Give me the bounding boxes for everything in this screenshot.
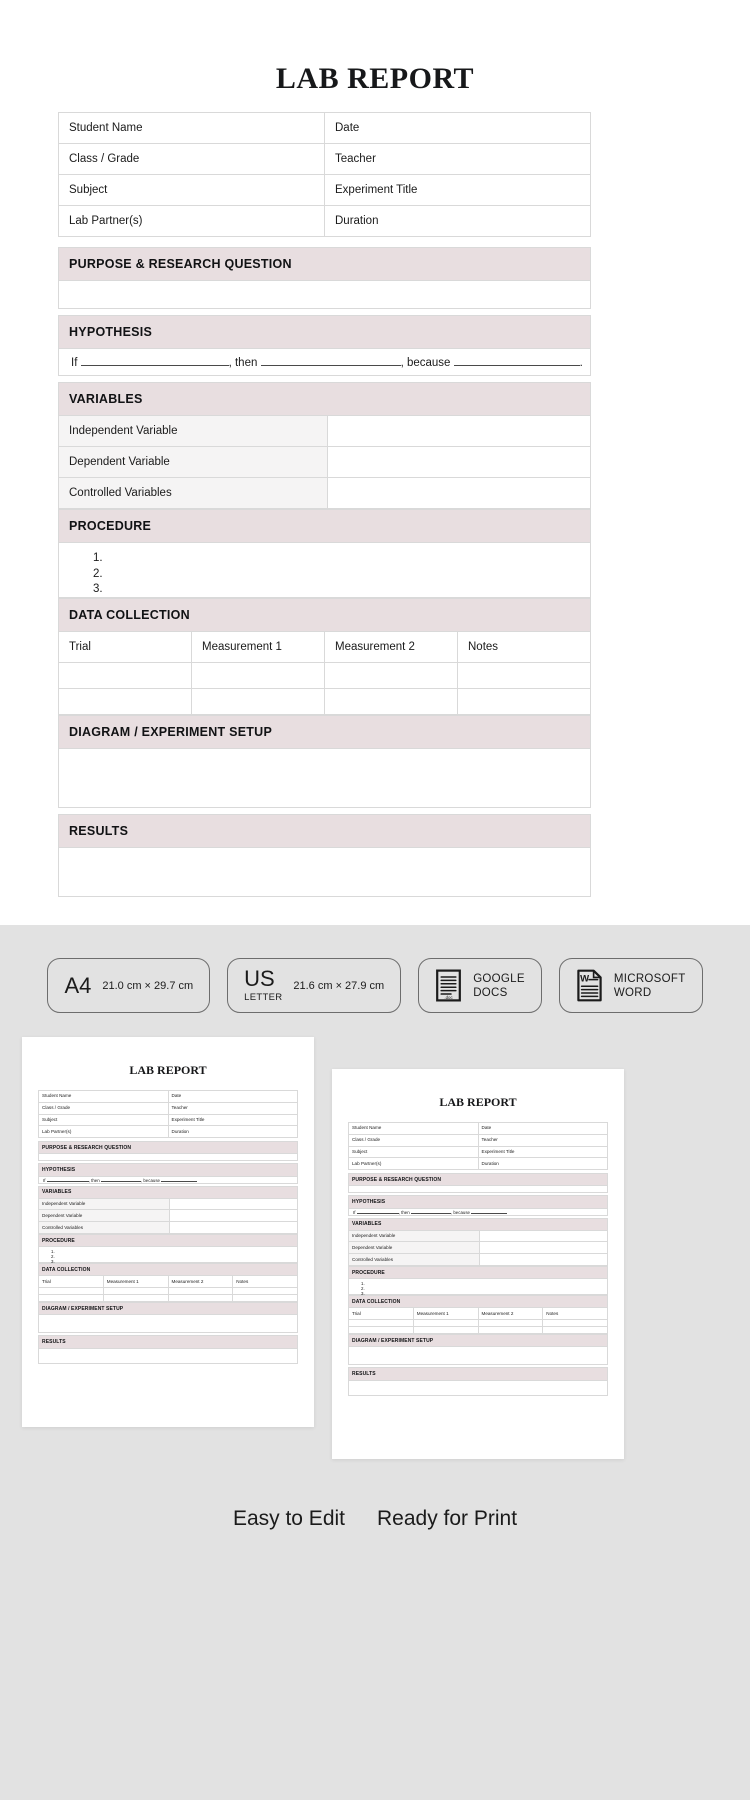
procedure-item-3: 3.: [93, 583, 103, 595]
data-cell: [39, 1295, 104, 1302]
data-collection-header: [59, 632, 591, 663]
section-heading-purpose: PURPOSE & RESEARCH QUESTION: [348, 1173, 608, 1185]
info-label-teacher: Teacher: [478, 1134, 608, 1146]
thumbnail-b-info-table: [348, 1122, 608, 1170]
info-label-student-name: Student Name: [349, 1123, 479, 1135]
procedure-answer-area: [38, 1246, 298, 1263]
thumbnail-a-sheet: [38, 1090, 298, 1364]
procedure-item-1: 1.: [93, 552, 103, 564]
column-header-notes: Notes: [233, 1276, 298, 1288]
column-header-notes: Notes: [458, 632, 591, 663]
thumbnail-previews: [0, 1037, 750, 1467]
data-cell: [458, 689, 591, 715]
section-heading-diagram: DIAGRAM / EXPERIMENT SETUP: [38, 1302, 298, 1314]
info-label-class-grade: Class / Grade: [59, 144, 325, 175]
data-cell: [543, 1320, 608, 1327]
results-answer-area: [38, 1348, 298, 1364]
hypothesis-blank-1: [81, 355, 229, 366]
data-cell: [168, 1295, 233, 1302]
hypothesis-end: .: [579, 357, 583, 369]
section-heading-variables: VARIABLES: [348, 1218, 608, 1230]
info-label-teacher: Teacher: [168, 1102, 298, 1114]
data-collection-body: [59, 663, 591, 715]
table-row: [39, 1288, 298, 1295]
table-row: [59, 689, 591, 715]
procedure-item-3: 3.: [361, 1291, 365, 1297]
column-header-trial: Trial: [349, 1308, 414, 1320]
thumbnail-b-title: LAB REPORT: [439, 1095, 517, 1109]
badge-google-docs-text: [473, 972, 525, 1000]
student-info-body: [59, 113, 591, 237]
section-heading-results: RESULTS: [348, 1367, 608, 1379]
badge-us-letter-size: [244, 968, 282, 1003]
thumbnail-a-info-table: [38, 1090, 298, 1138]
variables-value-independent: [479, 1230, 607, 1242]
hypothesis-answer-area: [38, 1176, 298, 1184]
data-cell: [413, 1327, 478, 1334]
thumbnail-preview-a4[interactable]: [22, 1037, 314, 1427]
column-header-measurement-2: Measurement 2: [168, 1276, 233, 1288]
format-badges: [0, 925, 750, 1013]
procedure-item-3: 3.: [51, 1259, 55, 1265]
info-label-date: Date: [478, 1123, 608, 1135]
column-header-measurement-1: Measurement 1: [413, 1308, 478, 1320]
badge-a4-dimensions: 21.0 cm × 29.7 cm: [102, 979, 194, 992]
microsoft-word-icon: [576, 969, 603, 1002]
info-label-subject: Subject: [39, 1114, 169, 1126]
hypothesis-mid: , then: [228, 357, 258, 369]
variables-table: [58, 415, 591, 509]
column-header-measurement-1: Measurement 1: [103, 1276, 168, 1288]
hypothesis-answer-area: [58, 348, 591, 376]
table-row: [39, 1198, 298, 1210]
section-heading-purpose: PURPOSE & RESEARCH QUESTION: [38, 1141, 298, 1153]
diagram-answer-area: [38, 1314, 298, 1333]
info-label-lab-partners: Lab Partner(s): [59, 206, 325, 237]
section-heading-purpose: PURPOSE & RESEARCH QUESTION: [58, 247, 591, 280]
results-answer-area: [58, 847, 591, 897]
info-label-teacher: Teacher: [325, 144, 591, 175]
hypothesis-mid: , then: [88, 1178, 100, 1184]
table-row: [59, 663, 591, 689]
template-showcase: [0, 925, 750, 1800]
thumbnail-b-data-table: [348, 1307, 608, 1334]
table-row: [349, 1254, 608, 1266]
data-cell: [233, 1288, 298, 1295]
info-label-student-name: Student Name: [39, 1091, 169, 1103]
info-label-subject: Subject: [59, 175, 325, 206]
procedure-item-1: 1.: [51, 1249, 55, 1255]
hypothesis-blank-3: [471, 1210, 507, 1214]
data-cell: [325, 689, 458, 715]
hypothesis-suffix: , because: [140, 1178, 160, 1184]
section-heading-results: RESULTS: [58, 814, 591, 847]
section-heading-variables: VARIABLES: [58, 382, 591, 415]
data-cell: [168, 1288, 233, 1295]
info-label-class-grade: Class / Grade: [349, 1134, 479, 1146]
badge-microsoft-word-line1: MICROSOFT: [613, 972, 686, 985]
hypothesis-suffix: , because: [400, 357, 451, 369]
svg-text:.doc: .doc: [444, 995, 453, 1001]
badge-us-letter-dimensions: 21.6 cm × 27.9 cm: [293, 979, 385, 992]
table-row: [349, 1230, 608, 1242]
table-row: [59, 206, 591, 237]
results-answer-area: [348, 1380, 608, 1396]
table-row: [349, 1242, 608, 1254]
footer-ready-for-print: Ready for Print: [377, 1507, 518, 1530]
table-row: [39, 1276, 298, 1288]
section-heading-procedure: PROCEDURE: [38, 1234, 298, 1246]
data-cell: [349, 1327, 414, 1334]
info-label-lab-partners: Lab Partner(s): [39, 1126, 169, 1138]
table-row: [39, 1126, 298, 1138]
page-title: LAB REPORT: [275, 62, 475, 95]
procedure-item-2: 2.: [361, 1286, 365, 1292]
info-label-lab-partners: Lab Partner(s): [349, 1158, 479, 1170]
badge-google-docs-line1: GOOGLE: [473, 972, 525, 985]
variables-label-controlled: Controlled Variables: [349, 1254, 480, 1266]
badge-us-letter-label: US: [244, 966, 275, 991]
badge-a4[interactable]: [47, 958, 210, 1013]
procedure-item-2: 2.: [51, 1254, 55, 1260]
section-heading-diagram: DIAGRAM / EXPERIMENT SETUP: [348, 1334, 608, 1346]
variables-label-independent: Independent Variable: [349, 1230, 480, 1242]
hypothesis-blank-1: [47, 1178, 89, 1182]
info-label-experiment-title: Experiment Title: [168, 1114, 298, 1126]
info-label-duration: Duration: [325, 206, 591, 237]
badge-microsoft-word[interactable]: [559, 958, 703, 1013]
data-cell: [478, 1320, 543, 1327]
badge-us-letter[interactable]: [227, 958, 401, 1013]
hypothesis-mid: , then: [398, 1210, 410, 1216]
data-cell: [192, 663, 325, 689]
hypothesis-suffix: , because: [450, 1210, 470, 1216]
data-cell: [233, 1295, 298, 1302]
data-cell: [413, 1320, 478, 1327]
table-row: [349, 1123, 608, 1135]
column-header-measurement-1: Measurement 1: [192, 632, 325, 663]
table-row: [59, 478, 591, 509]
hypothesis-blank-2: [101, 1178, 141, 1182]
procedure-item-2: 2.: [93, 567, 103, 580]
table-row: [59, 416, 591, 447]
section-heading-hypothesis: HYPOTHESIS: [348, 1195, 608, 1207]
variables-label-independent: Independent Variable: [39, 1198, 170, 1210]
data-cell: [458, 663, 591, 689]
thumbnail-a-title: LAB REPORT: [129, 1063, 207, 1077]
data-cell: [103, 1295, 168, 1302]
table-row: [349, 1146, 608, 1158]
section-heading-procedure: PROCEDURE: [348, 1266, 608, 1278]
showcase-footer: [0, 1467, 750, 1531]
student-info-table: [58, 112, 591, 237]
table-row: [59, 447, 591, 478]
thumbnail-b-sheet: [348, 1122, 608, 1396]
badge-a4-label: A4: [64, 972, 92, 998]
variables-value-independent: [327, 416, 590, 447]
google-docs-icon: [435, 969, 462, 1002]
section-heading-results: RESULTS: [38, 1335, 298, 1347]
variables-value-dependent: [327, 447, 590, 478]
variables-label-independent: Independent Variable: [59, 416, 328, 447]
hypothesis-blank-1: [357, 1210, 399, 1214]
data-cell: [59, 689, 192, 715]
table-row: [39, 1210, 298, 1222]
badge-google-docs-line2: DOCS: [473, 986, 508, 999]
table-row: [59, 144, 591, 175]
info-label-duration: Duration: [168, 1126, 298, 1138]
table-row: [349, 1320, 608, 1327]
diagram-answer-area: [58, 748, 591, 808]
procedure-answer-area: [348, 1278, 608, 1295]
section-heading-hypothesis: HYPOTHESIS: [38, 1163, 298, 1175]
table-row: [349, 1158, 608, 1170]
info-label-subject: Subject: [349, 1146, 479, 1158]
column-header-trial: Trial: [59, 632, 192, 663]
variables-value-dependent: [479, 1242, 607, 1254]
table-row: [39, 1114, 298, 1126]
table-row: [349, 1134, 608, 1146]
badge-us-letter-sublabel: LETTER: [244, 992, 283, 1003]
data-collection-table: [58, 631, 591, 715]
variables-label-dependent: Dependent Variable: [59, 447, 328, 478]
thumbnail-a-variables-table: [38, 1198, 298, 1234]
data-cell: [543, 1327, 608, 1334]
variables-value-controlled: [327, 478, 590, 509]
spacer: [58, 237, 591, 247]
data-cell: [192, 689, 325, 715]
footer-easy-to-edit: Easy to Edit: [232, 1507, 345, 1530]
hypothesis-prefix: If: [71, 357, 78, 369]
section-heading-data-collection: DATA COLLECTION: [348, 1295, 608, 1307]
purpose-answer-area: [348, 1185, 608, 1193]
info-label-student-name: Student Name: [59, 113, 325, 144]
hypothesis-prefix: If: [353, 1210, 356, 1216]
variables-label-controlled: Controlled Variables: [59, 478, 328, 509]
column-header-notes: Notes: [543, 1308, 608, 1320]
hypothesis-fill-in-line: [71, 355, 583, 371]
table-row: [59, 113, 591, 144]
column-header-trial: Trial: [39, 1276, 104, 1288]
table-row: [59, 175, 591, 206]
lab-report-sheet: [58, 112, 591, 897]
variables-value-independent: [169, 1198, 297, 1210]
data-cell: [59, 663, 192, 689]
badge-microsoft-word-line2: WORD: [613, 986, 652, 999]
variables-value-controlled: [169, 1222, 297, 1234]
variables-label-dependent: Dependent Variable: [39, 1210, 170, 1222]
table-row: [39, 1102, 298, 1114]
procedure-answer-area: [58, 542, 591, 598]
purpose-answer-area: [38, 1153, 298, 1161]
info-label-duration: Duration: [478, 1158, 608, 1170]
variables-label-dependent: Dependent Variable: [349, 1242, 480, 1254]
section-heading-hypothesis: HYPOTHESIS: [58, 315, 591, 348]
variables-body: [59, 416, 591, 509]
hypothesis-blank-2: [261, 355, 401, 366]
thumbnail-preview-us-letter[interactable]: [332, 1069, 624, 1459]
procedure-item-1: 1.: [361, 1281, 365, 1287]
diagram-answer-area: [348, 1346, 608, 1365]
hypothesis-blank-3: [161, 1178, 197, 1182]
variables-value-dependent: [169, 1210, 297, 1222]
hypothesis-prefix: If: [43, 1178, 46, 1184]
variables-value-controlled: [479, 1254, 607, 1266]
hypothesis-blank-2: [411, 1210, 451, 1214]
table-row: [349, 1327, 608, 1334]
column-header-measurement-2: Measurement 2: [325, 632, 458, 663]
badge-google-docs[interactable]: [418, 958, 542, 1013]
table-row: [39, 1222, 298, 1234]
svg-text:W: W: [579, 973, 589, 985]
table-row: [349, 1308, 608, 1320]
badge-microsoft-word-text: [614, 972, 686, 1000]
data-cell: [478, 1327, 543, 1334]
data-cell: [103, 1288, 168, 1295]
info-label-date: Date: [325, 113, 591, 144]
data-cell: [39, 1288, 104, 1295]
info-label-experiment-title: Experiment Title: [478, 1146, 608, 1158]
table-row: [39, 1295, 298, 1302]
section-heading-diagram: DIAGRAM / EXPERIMENT SETUP: [58, 715, 591, 748]
column-header-measurement-2: Measurement 2: [478, 1308, 543, 1320]
hypothesis-answer-area: [348, 1208, 608, 1216]
section-heading-procedure: PROCEDURE: [58, 509, 591, 542]
thumbnail-a-data-table: [38, 1275, 298, 1302]
section-heading-variables: VARIABLES: [38, 1186, 298, 1198]
section-heading-data-collection: DATA COLLECTION: [58, 598, 591, 631]
table-row: [39, 1091, 298, 1103]
info-label-class-grade: Class / Grade: [39, 1102, 169, 1114]
data-cell: [349, 1320, 414, 1327]
thumbnail-b-variables-table: [348, 1230, 608, 1266]
info-label-date: Date: [168, 1091, 298, 1103]
badge-a4-size: [64, 972, 92, 998]
section-heading-data-collection: DATA COLLECTION: [38, 1263, 298, 1275]
purpose-answer-area: [58, 280, 591, 309]
info-label-experiment-title: Experiment Title: [325, 175, 591, 206]
data-cell: [325, 663, 458, 689]
hypothesis-blank-3: [454, 355, 580, 366]
table-row: [59, 632, 591, 663]
variables-label-controlled: Controlled Variables: [39, 1222, 170, 1234]
